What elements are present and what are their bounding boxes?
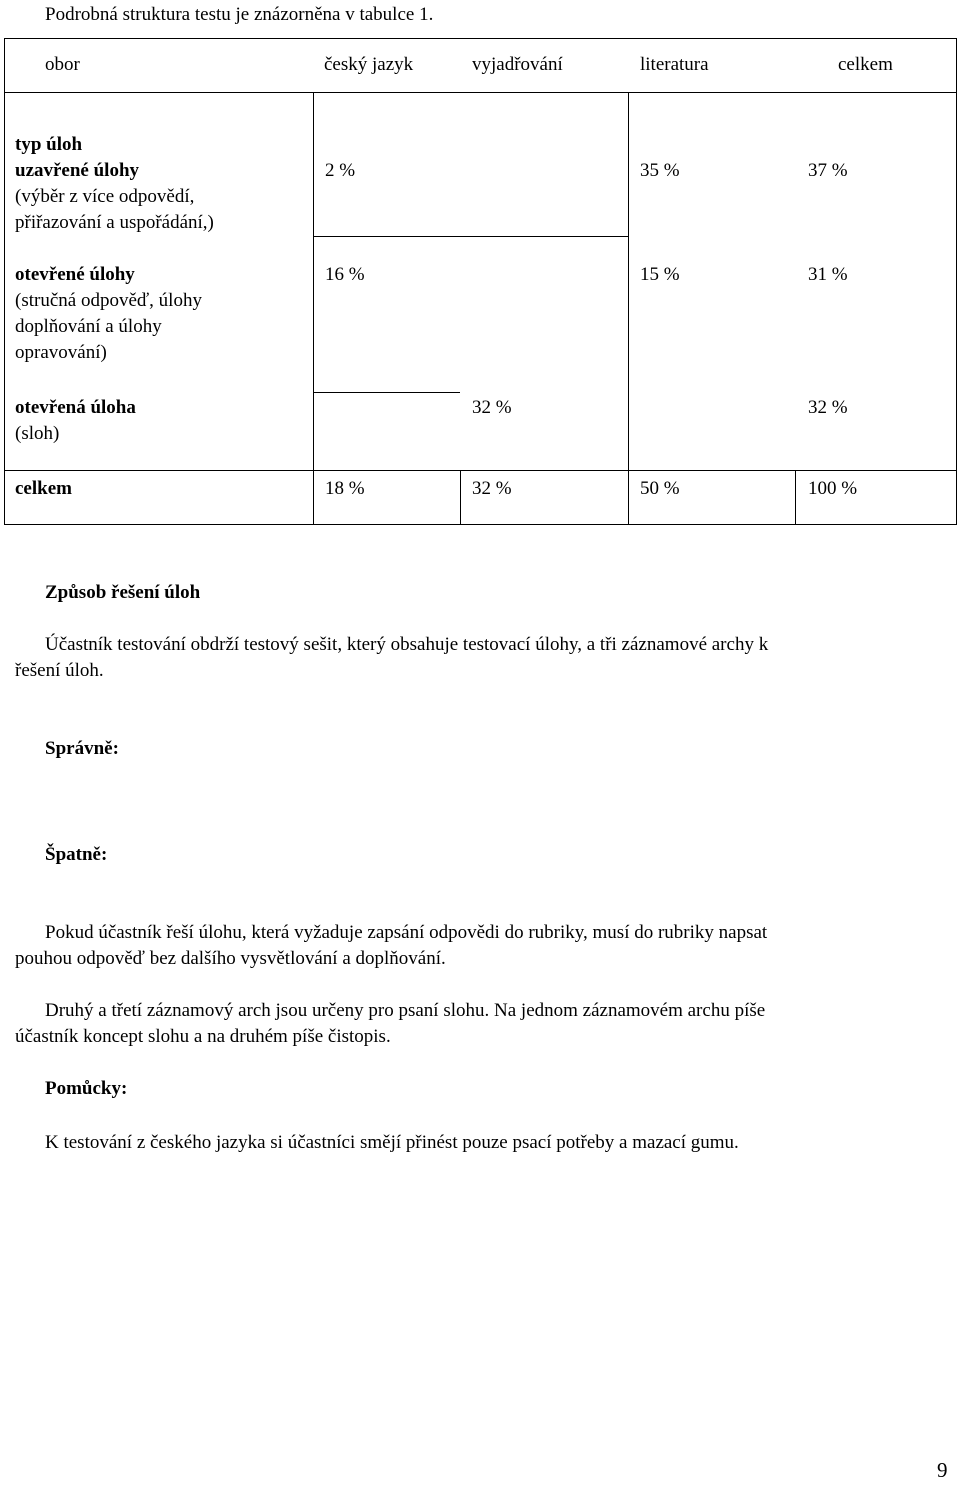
para1-line2: pouhou odpověď bez dalšího vysvětlování a doplňování. [15,948,446,969]
table-divider-row1-short [313,236,628,237]
header-literatura: literatura [640,54,709,75]
header-vyjadrovani: vyjadřování [472,54,563,75]
row1-title: uzavřené úlohy [15,160,140,181]
row2-title: otevřené úlohy [15,264,135,285]
table-divider-header [4,92,957,93]
row1-desc-line1: (výběr z více odpovědí, [15,186,195,207]
row3-desc-line1: (sloh) [15,423,60,444]
table-border-bottom [4,524,957,525]
row2-literatura: 15 % [640,264,680,285]
table-col-vyjadrovani [460,470,461,525]
row1-literatura: 35 % [640,160,680,181]
header-obor: obor [45,54,80,75]
table-border-left [4,38,5,525]
row2-desc-line2: doplňování a úlohy [15,316,162,337]
method-text-line1: Účastník testování obdrží testový sešit, který obsahuje testovací úlohy, a tři záznamové archy k [45,634,769,655]
method-text-line2: řešení úloh. [15,660,104,681]
table-border-right [956,38,957,525]
row1-desc-line2: přiřazování a uspořádání,) [15,212,214,233]
method-heading: Způsob řešení úloh [45,582,201,603]
header-celkem: celkem [838,54,893,75]
row2-celkem: 31 % [808,264,848,285]
header-cesky-jazyk: český jazyk [324,54,414,75]
table-border-top [4,38,957,39]
row1-celkem: 37 % [808,160,848,181]
table-divider-row2-short [313,392,460,393]
total-literatura: 50 % [640,478,680,499]
total-label: celkem [15,478,72,499]
table-col-celkem [795,470,796,525]
page-number: 9 [937,1458,948,1482]
para1-line1: Pokud účastník řeší úlohu, která vyžaduje zapsání odpovědi do rubriky, musí do rubriky napsat [45,922,768,943]
intro-text: Podrobná struktura testu je znázorněna v tabulce 1. [45,4,434,25]
row2-desc-line1: (stručná odpověď, úlohy [15,290,202,311]
tools-text: K testování z českého jazyka si účastníci smějí přinést pouze psací potřeby a mazací gumu. [45,1132,739,1153]
total-vyjadrovani: 32 % [472,478,512,499]
typ-uloh-label: typ úloh [15,134,83,155]
table-col-literatura [628,92,629,525]
total-jazyk: 18 % [325,478,365,499]
correct-label: Správně: [45,738,119,759]
para2-line1: Druhý a třetí záznamový arch jsou určeny pro psaní slohu. Na jednom záznamovém archu píše [45,1000,766,1021]
row2-desc-line3: opravování) [15,342,107,363]
table-divider-total [4,470,957,471]
row2-jazyk: 16 % [325,264,365,285]
row3-celkem: 32 % [808,397,848,418]
tools-heading: Pomůcky: [45,1078,128,1099]
para2-line2: účastník koncept slohu a na druhém píše čistopis. [15,1026,391,1047]
row1-jazyk: 2 % [325,160,356,181]
table-col-jazyk [313,92,314,525]
row3-title: otevřená úloha [15,397,136,418]
wrong-label: Špatně: [45,844,108,865]
total-celkem: 100 % [808,478,858,499]
row3-vyjadrovani: 32 % [472,397,512,418]
